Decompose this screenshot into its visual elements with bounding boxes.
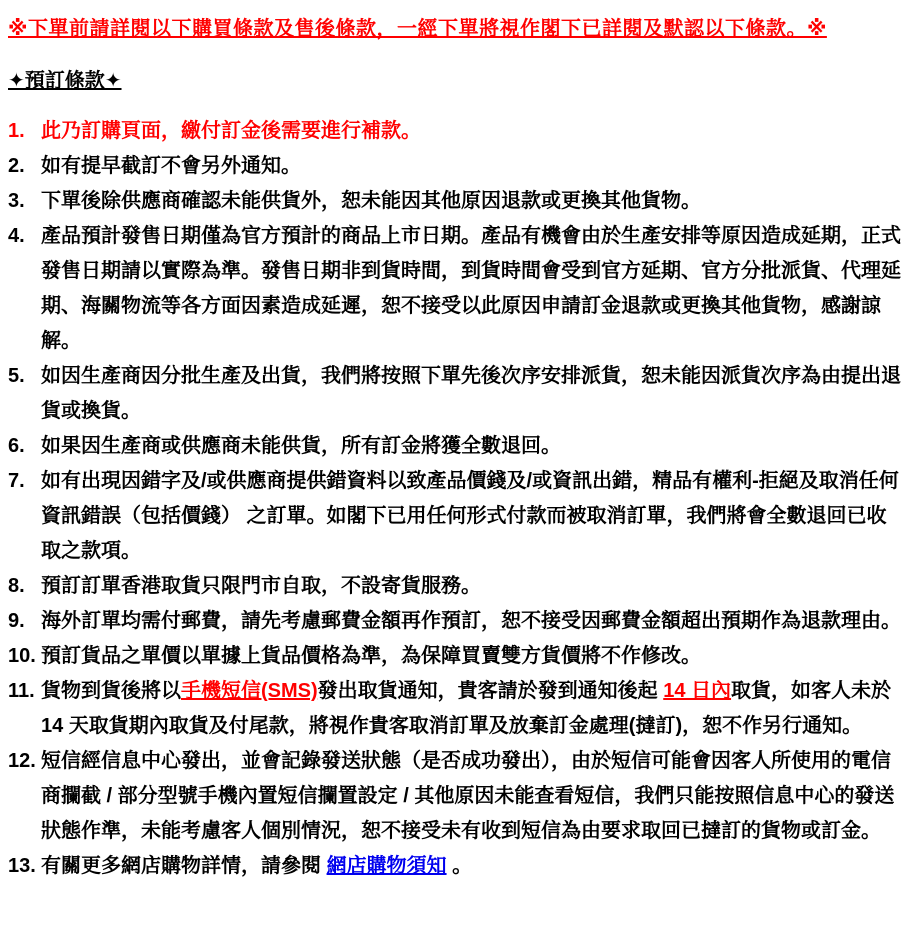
term-number: 8. <box>8 575 25 597</box>
term-item-3 <box>8 184 901 219</box>
term-text <box>41 569 901 604</box>
text-segment: 發出取貨通知，貴客請於發到通知後起 <box>317 680 664 702</box>
term-item-7 <box>8 464 901 569</box>
term-item-9 <box>8 604 901 639</box>
section-title-preorder-terms: ✦預訂條款✦ <box>8 70 122 92</box>
text-segment: 預訂貨品之單價以單據上貨品價格為準，為保障買賣雙方貨價將不作修改。 <box>41 645 701 667</box>
text-segment: 此乃訂購頁面，繳付訂金後需要進行補款。 <box>41 120 421 142</box>
term-item-8 <box>8 569 901 604</box>
term-text <box>41 114 901 149</box>
term-number: 6. <box>8 435 25 457</box>
text-segment: 貨物到貨後將以 <box>41 680 181 702</box>
text-segment: 手機短信(SMS) <box>181 680 318 702</box>
term-text <box>41 429 901 464</box>
terms-list <box>8 114 901 884</box>
term-text <box>41 849 901 884</box>
text-segment: 14 日內 <box>663 680 732 702</box>
shop-guide-link[interactable]: 網店購物須知 <box>326 855 447 877</box>
term-item-5 <box>8 359 901 429</box>
term-number: 9. <box>8 610 25 632</box>
term-number: 5. <box>8 365 25 387</box>
text-segment: 下單後除供應商確認未能供貨外，恕未能因其他原因退款或更換其他貨物。 <box>41 190 701 212</box>
text-segment: 海外訂單均需付郵費，請先考慮郵費金額再作預訂，恕不接受因郵費金額超出預期作為退款理由。 <box>41 610 901 632</box>
term-text <box>41 359 901 429</box>
term-number: 2. <box>8 155 25 177</box>
term-text <box>41 744 901 849</box>
term-text <box>41 639 901 674</box>
term-text <box>41 149 901 184</box>
term-number: 11. <box>8 680 35 702</box>
term-item-2 <box>8 149 901 184</box>
term-number: 13. <box>8 855 36 877</box>
term-number: 7. <box>8 470 25 492</box>
term-item-13 <box>8 849 901 884</box>
term-text <box>41 604 901 639</box>
term-item-1 <box>8 114 901 149</box>
term-item-11 <box>8 674 901 744</box>
term-number: 10. <box>8 645 36 667</box>
term-item-10 <box>8 639 901 674</box>
term-text <box>41 674 901 744</box>
term-text <box>41 184 901 219</box>
term-number: 3. <box>8 190 25 212</box>
text-segment: 如果因生產商或供應商未能供貨，所有訂金將獲全數退回。 <box>41 435 561 457</box>
purchase-notice-header: ※下單前請詳閱以下購買條款及售後條款，一經下單將視作閣下已詳閱及默認以下條款。※ <box>8 18 827 40</box>
text-segment: 短信經信息中心發出，並會記錄發送狀態（是否成功發出），由於短信可能會因客人所使用的電信商攔截 / 部分型號手機內置短信攔置設定 / 其他原因未能查看短信，我們只能按照信息中心的發送狀態作準，未能考慮客人個別情況，恕不接受未有收到短信為由要求取回已撻訂的貨物或訂金。 <box>41 750 895 842</box>
term-number: 12. <box>8 750 36 772</box>
term-text <box>41 219 901 359</box>
term-item-12 <box>8 744 901 849</box>
text-segment: 。 <box>446 855 473 877</box>
text-segment: 有關更多網店購物詳情，請參閱 <box>41 855 327 877</box>
text-segment: 預訂訂單香港取貨只限門市自取，不設寄貨服務。 <box>41 575 481 597</box>
term-item-6 <box>8 429 901 464</box>
term-item-4 <box>8 219 901 359</box>
text-segment: 如因生產商因分批生產及出貨，我們將按照下單先後次序安排派貨，恕未能因派貨次序為由提出退貨或換貨。 <box>41 365 901 422</box>
term-text <box>41 464 901 569</box>
term-number: 4. <box>8 225 25 247</box>
text-segment: 取貨，如客人未於 14 天取貨期內取貨及付尾款，將視作貴客取消訂單及放棄訂金處理(撻訂)，恕不作另行通知。 <box>41 680 892 737</box>
term-number: 1. <box>8 120 25 142</box>
text-segment: 如有提早截訂不會另外通知。 <box>41 155 301 177</box>
text-segment: 產品預計發售日期僅為官方預計的商品上市日期。產品有機會由於生產安排等原因造成延期，正式發售日期請以實際為準。發售日期非到貨時間，到貨時間會受到官方延期、官方分批派貨、代理延期、海關物流等各方面因素造成延遲，恕不接受以此原因申請訂金退款或更換其他貨物，感謝諒解。 <box>41 225 901 352</box>
text-segment: 如有出現因錯字及/或供應商提供錯資料以致產品價錢及/或資訊出錯，精品有權利-拒絕及取消任何資訊錯誤（包括價錢） 之訂單。如閣下已用任何形式付款而被取消訂單，我們將會全數退回已收取之款項。 <box>41 470 899 562</box>
